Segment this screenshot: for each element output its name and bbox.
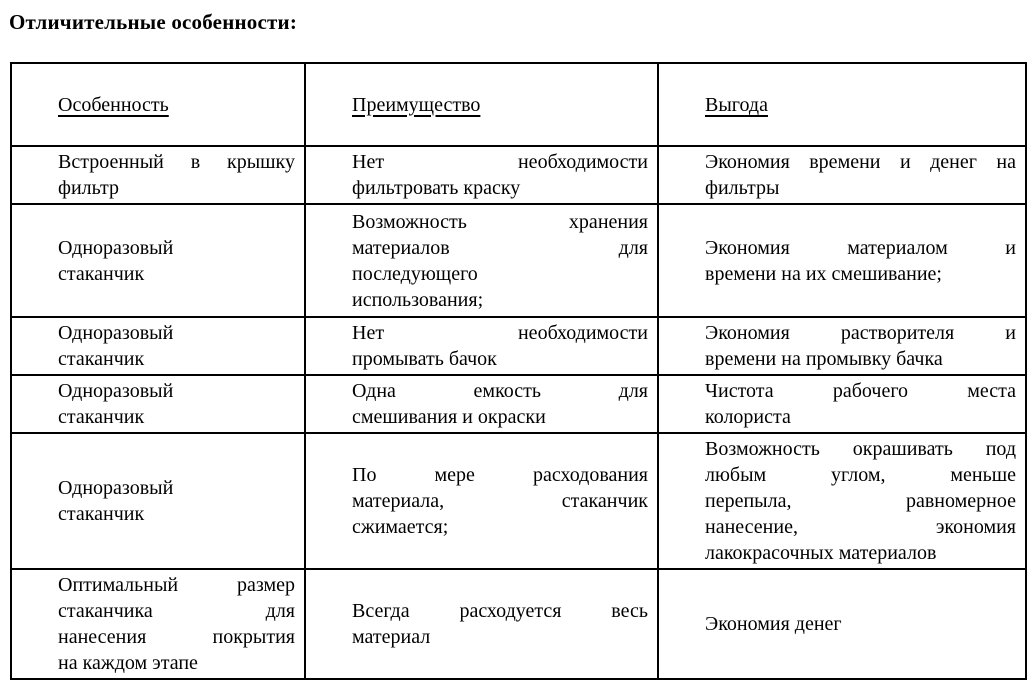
table-row <box>11 433 1026 569</box>
text-line: лакокрасочных материалов <box>705 542 937 564</box>
table-row <box>11 569 1026 679</box>
text-line: на каждом этапе <box>58 652 198 674</box>
column-header-feature <box>11 63 305 146</box>
cell-benefit <box>658 317 1026 375</box>
text-line: стаканчик <box>58 406 145 428</box>
text-line: сжимается; <box>352 516 449 538</box>
cell-advantage <box>305 569 658 679</box>
cell-advantage <box>305 375 658 433</box>
table-row <box>11 204 1026 317</box>
text-line: времени на промывку бачка <box>705 348 943 370</box>
text-line: Встроенный в крышку <box>58 151 295 173</box>
column-header-advantage-label: Преимущество <box>352 93 481 116</box>
text-line: фильтры <box>705 177 780 199</box>
text-line: материал <box>352 626 431 648</box>
cell-advantage <box>305 146 658 204</box>
text-line: перепыла, равномерное <box>705 490 1016 512</box>
text-line: стаканчика для <box>58 600 295 622</box>
table-row <box>11 317 1026 375</box>
text-line: Одна емкость для <box>352 380 648 402</box>
features-table <box>10 62 1027 680</box>
text-line: материала, стаканчик <box>352 490 648 512</box>
cell-feature <box>11 317 305 375</box>
cell-advantage <box>305 204 658 317</box>
column-header-benefit <box>658 63 1026 146</box>
text-line: стаканчик <box>58 262 145 285</box>
text-line: любым углом, меньше <box>705 464 1016 486</box>
text-line: По мере расходования <box>352 464 648 486</box>
column-header-advantage <box>305 63 658 146</box>
text-line: промывать бачок <box>352 348 497 370</box>
cell-feature <box>11 569 305 679</box>
text-line: Возможность хранения <box>352 210 648 233</box>
text-line: Экономия материалом и <box>705 236 1016 259</box>
text-line: Одноразовый <box>58 380 174 402</box>
column-header-benefit-label: Выгода <box>705 93 768 116</box>
text-line: стаканчик <box>58 503 145 525</box>
cell-advantage <box>305 317 658 375</box>
text-line: Экономия времени и денег на <box>705 151 1016 173</box>
table-header-row <box>11 63 1026 146</box>
text-line: Одноразовый <box>58 236 174 259</box>
cell-benefit <box>658 146 1026 204</box>
text-line: времени на их смешивание; <box>705 262 942 285</box>
cell-feature <box>11 375 305 433</box>
text-line: Одноразовый <box>58 322 174 344</box>
cell-feature <box>11 204 305 317</box>
cell-benefit <box>658 204 1026 317</box>
page-title: Отличительные особенности: <box>9 10 298 34</box>
text-line: смешивания и окраски <box>352 406 546 428</box>
text-line: фильтровать краску <box>352 177 521 199</box>
text-line: материалов для <box>352 236 648 259</box>
cell-advantage <box>305 433 658 569</box>
text-line: Одноразовый <box>58 477 174 499</box>
cell-benefit <box>658 433 1026 569</box>
text-line: Чистота рабочего места <box>705 380 1016 402</box>
text-line: Всегда расходуется весь <box>352 600 648 622</box>
text-line: Оптимальный размер <box>58 574 295 596</box>
text-line: стаканчик <box>58 348 145 370</box>
text-line: Нет необходимости <box>352 151 648 173</box>
cell-feature <box>11 433 305 569</box>
cell-benefit <box>658 569 1026 679</box>
text-line: Нет необходимости <box>352 322 648 344</box>
table-row <box>11 375 1026 433</box>
text-line: Возможность окрашивать под <box>705 438 1016 460</box>
text-line: использования; <box>352 288 484 311</box>
text-line: Экономия растворителя и <box>705 322 1016 344</box>
text-line: нанесения покрытия <box>58 626 295 648</box>
cell-benefit <box>658 375 1026 433</box>
text-line: Экономия денег <box>705 613 842 635</box>
text-line: фильтр <box>58 177 119 199</box>
column-header-feature-label: Особенность <box>58 93 169 116</box>
cell-feature <box>11 146 305 204</box>
text-line: колориста <box>705 406 791 428</box>
table-row <box>11 146 1026 204</box>
text-line: нанесение, экономия <box>705 516 1016 538</box>
text-line: последующего <box>352 262 478 285</box>
